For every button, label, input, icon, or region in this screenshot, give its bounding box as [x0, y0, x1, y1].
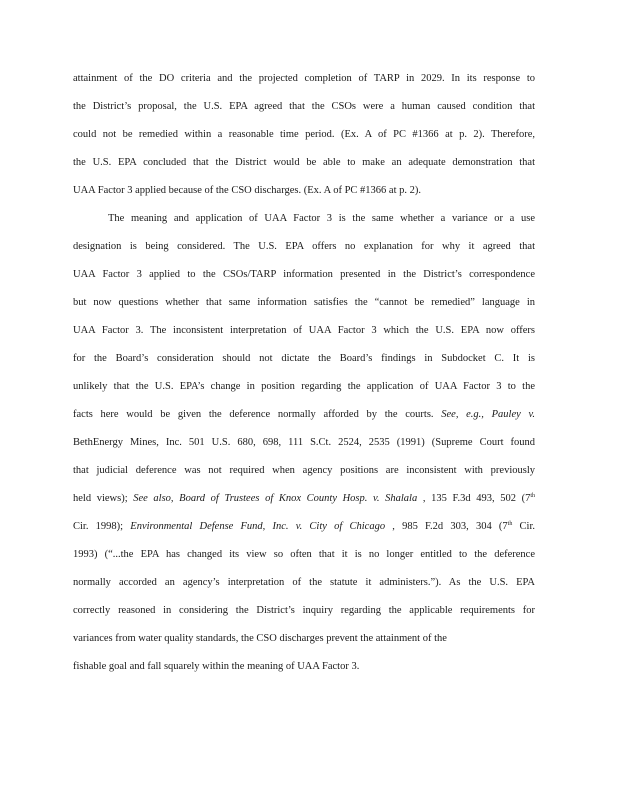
- text-line: UAA Factor 3 applied because of the CSO discharges. (Ex. A of PC #1366 at p. 2).: [73, 185, 422, 196]
- text-line: fishable goal and fall squarely within the meaning of UAA Factor 3.: [73, 661, 360, 672]
- text-line: variances from water quality standards, the CSO discharges prevent the attainment of the: [73, 633, 447, 644]
- text-line-with-citation: [73, 408, 535, 422]
- case-name: Pauley v.: [491, 409, 535, 420]
- text-line: that judicial deference was not required when agency positions are inconsistent with previously: [73, 465, 535, 476]
- text-line: unlikely that the U.S. EPA’s change in position regarding the application of UAA Factor 3 to the: [73, 381, 535, 392]
- text-line: the U.S. EPA concluded that the District would be able to make an adequate demonstration that: [73, 157, 535, 168]
- text-segment: held views);: [73, 493, 128, 504]
- text-line-with-citation: [73, 520, 535, 534]
- case-name: Environmental Defense Fund, Inc. v. City of Chicago: [130, 521, 386, 532]
- citation-text: , 985 F.2d 303, 304 (7: [392, 521, 508, 532]
- text-line: but now questions whether that same information satisfies the “cannot be remedied” language in: [73, 297, 535, 308]
- text-line: the District’s proposal, the U.S. EPA agreed that the CSOs were a human caused condition that: [73, 101, 535, 112]
- case-name: See also, Board of Trustees of Knox County Hosp. v. Shalala: [133, 493, 418, 504]
- citation-signal: See, e.g.,: [441, 409, 484, 420]
- text-line: UAA Factor 3. The inconsistent interpretation of UAA Factor 3 which the U.S. EPA now offers: [73, 325, 535, 336]
- citation-text: , 135 F.3d 493, 502 (7: [422, 493, 531, 504]
- superscript: th: [530, 493, 535, 499]
- text-line: normally accorded an agency’s interpretation of the statute it administers.”). As the U.S. EPA: [73, 577, 535, 588]
- citation-text: Cir.: [512, 521, 535, 532]
- text-line: designation is being considered. The U.S. EPA offers no explanation for why it agreed that: [73, 241, 535, 252]
- text-line: correctly reasoned in considering the District’s inquiry regarding the applicable requirements for: [73, 605, 535, 616]
- paragraph-first-line: The meaning and application of UAA Factor 3 is the same whether a variance or a use: [108, 213, 535, 224]
- text-line: UAA Factor 3 applied to the CSOs/TARP information presented in the District’s correspondence: [73, 269, 535, 280]
- text-line: 1993) (“...the EPA has changed its view so often that it is no longer entitled to the deference: [73, 549, 535, 560]
- text-line-with-citation: [73, 492, 535, 506]
- text-segment: Cir. 1998);: [73, 521, 124, 532]
- text-line: BethEnergy Mines, Inc. 501 U.S. 680, 698, 111 S.Ct. 2524, 2535 (1991) (Supreme Court found: [73, 437, 535, 448]
- text-line: for the Board’s consideration should not dictate the Board’s findings in Subdocket C. It is: [73, 353, 535, 364]
- superscript: th: [507, 521, 513, 527]
- text-line: could not be remedied within a reasonable time period. (Ex. A of PC #1366 at p. 2). Therefore,: [73, 129, 535, 140]
- text-segment: facts here would be given the deference normally afforded by the courts.: [73, 409, 434, 420]
- text-line: attainment of the DO criteria and the projected completion of TARP in 2029. In its response to: [73, 73, 535, 84]
